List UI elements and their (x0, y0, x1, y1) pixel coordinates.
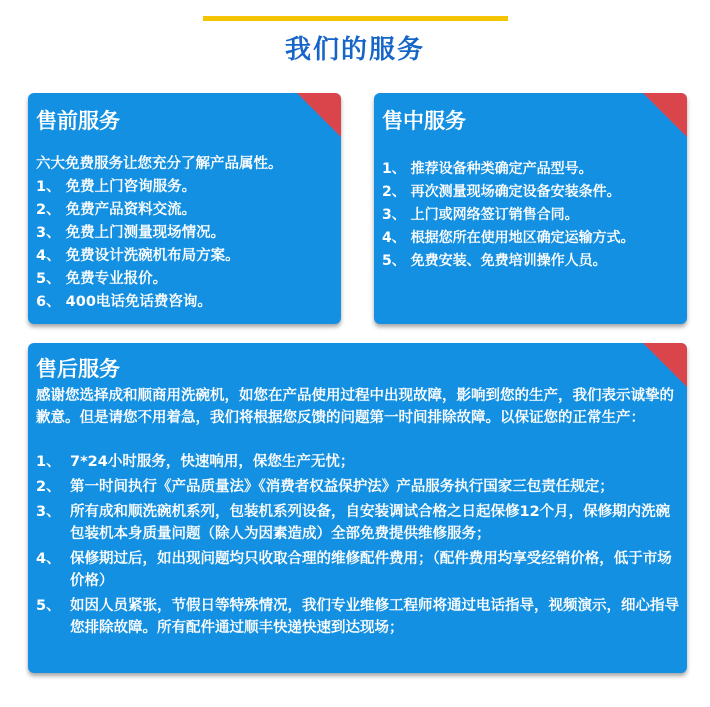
item-number: 3、 (36, 504, 61, 520)
item-number: 4、 (36, 551, 61, 567)
in-sale-list (382, 158, 679, 273)
list-item: 6、 400电话免话费咨询。 (36, 294, 212, 310)
list-item: 5、 免费安装、免费培训操作人员。 (382, 253, 607, 269)
list-item: 4、 根据您所在使用地区确定运输方式。 (382, 230, 635, 246)
item-number: 1、 (36, 454, 61, 470)
item-number: 2、 (36, 479, 61, 495)
list-item: 1、 免费上门咨询服务。 (36, 179, 197, 195)
item-text: 如因人员紧张，节假日等特殊情况，我们专业维修工程师将通过电话指导，视频演示，细心指导您排除故障。所有配件通过顺丰快递快速到达现场； (70, 598, 679, 636)
after-sale-title: 售后服务 (36, 357, 120, 381)
list-item: 六大免费服务让您充分了解产品属性。 (36, 156, 283, 172)
item-text: 所有成和顺洗碗机系列，包装机系列设备，自安装调试合格之日起保修12个月，保修期内洗碗包装机本身质量问题（除人为因素造成）全部免费提供维修服务； (70, 504, 671, 542)
pre-sale-title: 售前服务 (36, 109, 120, 133)
title-accent-bar (203, 16, 508, 21)
pre-sale-list (36, 153, 333, 314)
pre-sale-card (28, 93, 341, 324)
list-item: 2、 再次测量现场确定设备安装条件。 (382, 184, 621, 200)
list-item (36, 476, 681, 498)
corner-ribbon (643, 343, 687, 387)
list-item (36, 595, 681, 639)
list-item (36, 501, 681, 545)
list-item (36, 548, 681, 592)
page-title: 我们的服务 (284, 35, 425, 65)
after-sale-intro: 感谢您选择成和顺商用洗碗机，如您在产品使用过程中出现故障，影响到您的生产，我们表示诚挚的歉意。但是请您不用着急，我们将根据您反馈的问题第一时间排除故障。以保证您的正常生产： (36, 388, 674, 426)
list-item: 1、 推荐设备种类确定产品型号。 (382, 161, 593, 177)
after-sale-list (36, 451, 681, 642)
in-sale-title: 售中服务 (382, 109, 466, 133)
list-item: 3、 免费上门测量现场情况。 (36, 225, 226, 241)
item-text: 保修期过后，如出现问题均只收取合理的维修配件费用；（配件费用均享受经销价格，低于市场价格） (70, 551, 672, 589)
corner-ribbon (297, 93, 341, 137)
item-text: 第一时间执行《产品质量法》《消费者权益保护法》产品服务执行国家三包责任规定； (70, 479, 614, 495)
item-text: 7*24小时服务，快速响用，保您生产无忧； (70, 454, 355, 470)
list-item: 5、 免费专业报价。 (36, 271, 168, 287)
list-item: 4、 免费设计洗碗机布局方案。 (36, 248, 240, 264)
in-sale-card (374, 93, 687, 324)
corner-ribbon (643, 93, 687, 137)
list-item (36, 451, 681, 473)
list-item: 3、 上门或网络签订销售合同。 (382, 207, 579, 223)
list-item: 2、 免费产品资料交流。 (36, 202, 197, 218)
item-number: 5、 (36, 598, 61, 614)
after-sale-card (28, 343, 687, 673)
